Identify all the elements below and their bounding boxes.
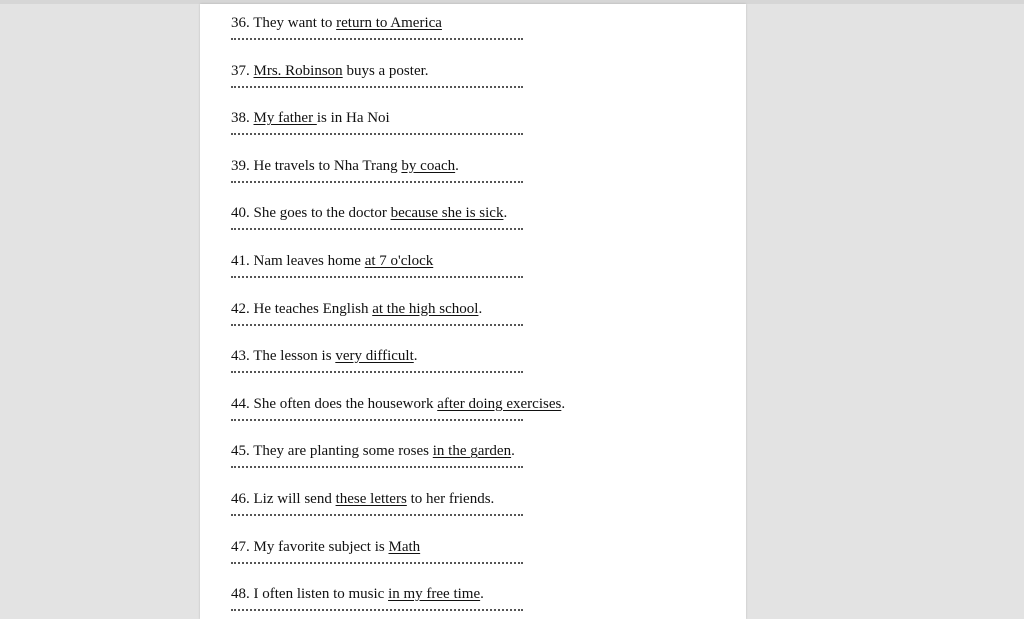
underlined-phrase: because she is sick	[390, 205, 504, 222]
sentence-text: Liz will send	[253, 491, 336, 507]
exercise-sentence	[231, 252, 711, 270]
answer-line	[231, 562, 523, 564]
exercise-sentence	[231, 157, 711, 175]
exercise-item	[231, 442, 711, 460]
answer-line	[231, 228, 523, 230]
exercise-sentence	[231, 62, 711, 80]
sentence-text: buys a poster.	[342, 62, 429, 79]
exercise-item	[231, 204, 711, 222]
answer-line	[231, 371, 523, 373]
exercise-number: 39.	[231, 157, 250, 174]
sentence-text: .	[455, 157, 459, 174]
sentence-text: He teaches English	[253, 300, 373, 317]
underlined-phrase: at 7 o'clock	[364, 253, 434, 269]
sentence-text: .	[561, 395, 566, 412]
exercise-number: 37.	[231, 62, 250, 79]
exercise-item	[231, 252, 711, 270]
exercise-number: 38.	[231, 110, 250, 127]
exercise-sentence	[231, 109, 711, 127]
exercise-sentence	[231, 395, 711, 413]
answer-line	[231, 86, 523, 88]
sentence-text: She often does the housework	[253, 395, 438, 412]
exercise-sentence	[231, 347, 711, 365]
exercise-item	[231, 157, 711, 175]
exercise-sentence	[231, 538, 711, 556]
exercise-item	[231, 62, 711, 80]
underlined-phrase: return to America	[336, 15, 442, 31]
sentence-text: Nam leaves home	[253, 253, 365, 269]
exercise-item	[231, 109, 711, 127]
exercise-item	[231, 585, 711, 603]
answer-line	[231, 324, 523, 326]
answer-line	[231, 466, 523, 468]
answer-line	[231, 609, 523, 611]
sentence-text: She goes to the doctor	[253, 205, 391, 222]
sentence-text: The lesson is	[253, 348, 336, 365]
sentence-text: They want to	[253, 15, 337, 31]
exercise-sentence	[231, 300, 711, 318]
exercise-sentence	[231, 442, 711, 460]
sentence-text: .	[511, 443, 515, 460]
answer-line	[231, 38, 523, 40]
exercise-number: 41.	[231, 253, 250, 269]
exercise-item	[231, 14, 711, 32]
exercise-sentence	[231, 204, 711, 222]
exercise-number: 44.	[231, 395, 250, 412]
answer-line	[231, 419, 523, 421]
exercise-item	[231, 395, 711, 413]
sentence-text: is in Ha Noi	[316, 110, 390, 127]
sentence-text: They are planting some roses	[253, 443, 433, 460]
document-page	[200, 4, 746, 619]
answer-line	[231, 514, 523, 516]
sentence-text: My favorite subject is	[253, 538, 389, 555]
exercise-item	[231, 490, 711, 508]
exercise-number: 36.	[231, 15, 250, 31]
exercise-number: 45.	[231, 443, 250, 460]
exercise-sentence	[231, 585, 711, 603]
exercise-number: 40.	[231, 205, 250, 222]
exercise-sentence	[231, 490, 711, 508]
sentence-text: .	[413, 348, 418, 365]
underlined-phrase: after doing exercises	[437, 395, 562, 412]
exercise-item	[231, 300, 711, 318]
underlined-phrase: Mrs. Robinson	[253, 62, 343, 79]
answer-line	[231, 133, 523, 135]
exercise-item	[231, 347, 711, 365]
underlined-phrase: at the high school	[372, 300, 479, 317]
underlined-phrase: by coach	[401, 157, 456, 174]
answer-line	[231, 181, 523, 183]
exercise-number: 46.	[231, 491, 250, 507]
exercise-sentence	[231, 14, 711, 32]
sentence-text: to her friends.	[406, 491, 495, 507]
sentence-text: .	[478, 300, 483, 317]
underlined-phrase: very difficult	[335, 348, 414, 365]
underlined-phrase: in the garden	[432, 443, 512, 460]
sentence-text: .	[480, 586, 484, 603]
sentence-text: He travels to Nha Trang	[253, 157, 402, 174]
exercise-number: 47.	[231, 538, 250, 555]
sentence-text: .	[503, 205, 508, 222]
sentence-text: I often listen to music	[253, 586, 389, 603]
exercise-number: 43.	[231, 348, 250, 365]
underlined-phrase: these letters	[335, 491, 407, 507]
exercise-number: 42.	[231, 300, 250, 317]
exercise-number: 48.	[231, 586, 250, 603]
underlined-phrase: Math	[388, 538, 421, 555]
answer-line	[231, 276, 523, 278]
underlined-phrase: in my free time	[388, 586, 481, 603]
exercise-item	[231, 538, 711, 556]
underlined-phrase: My father	[253, 110, 317, 127]
